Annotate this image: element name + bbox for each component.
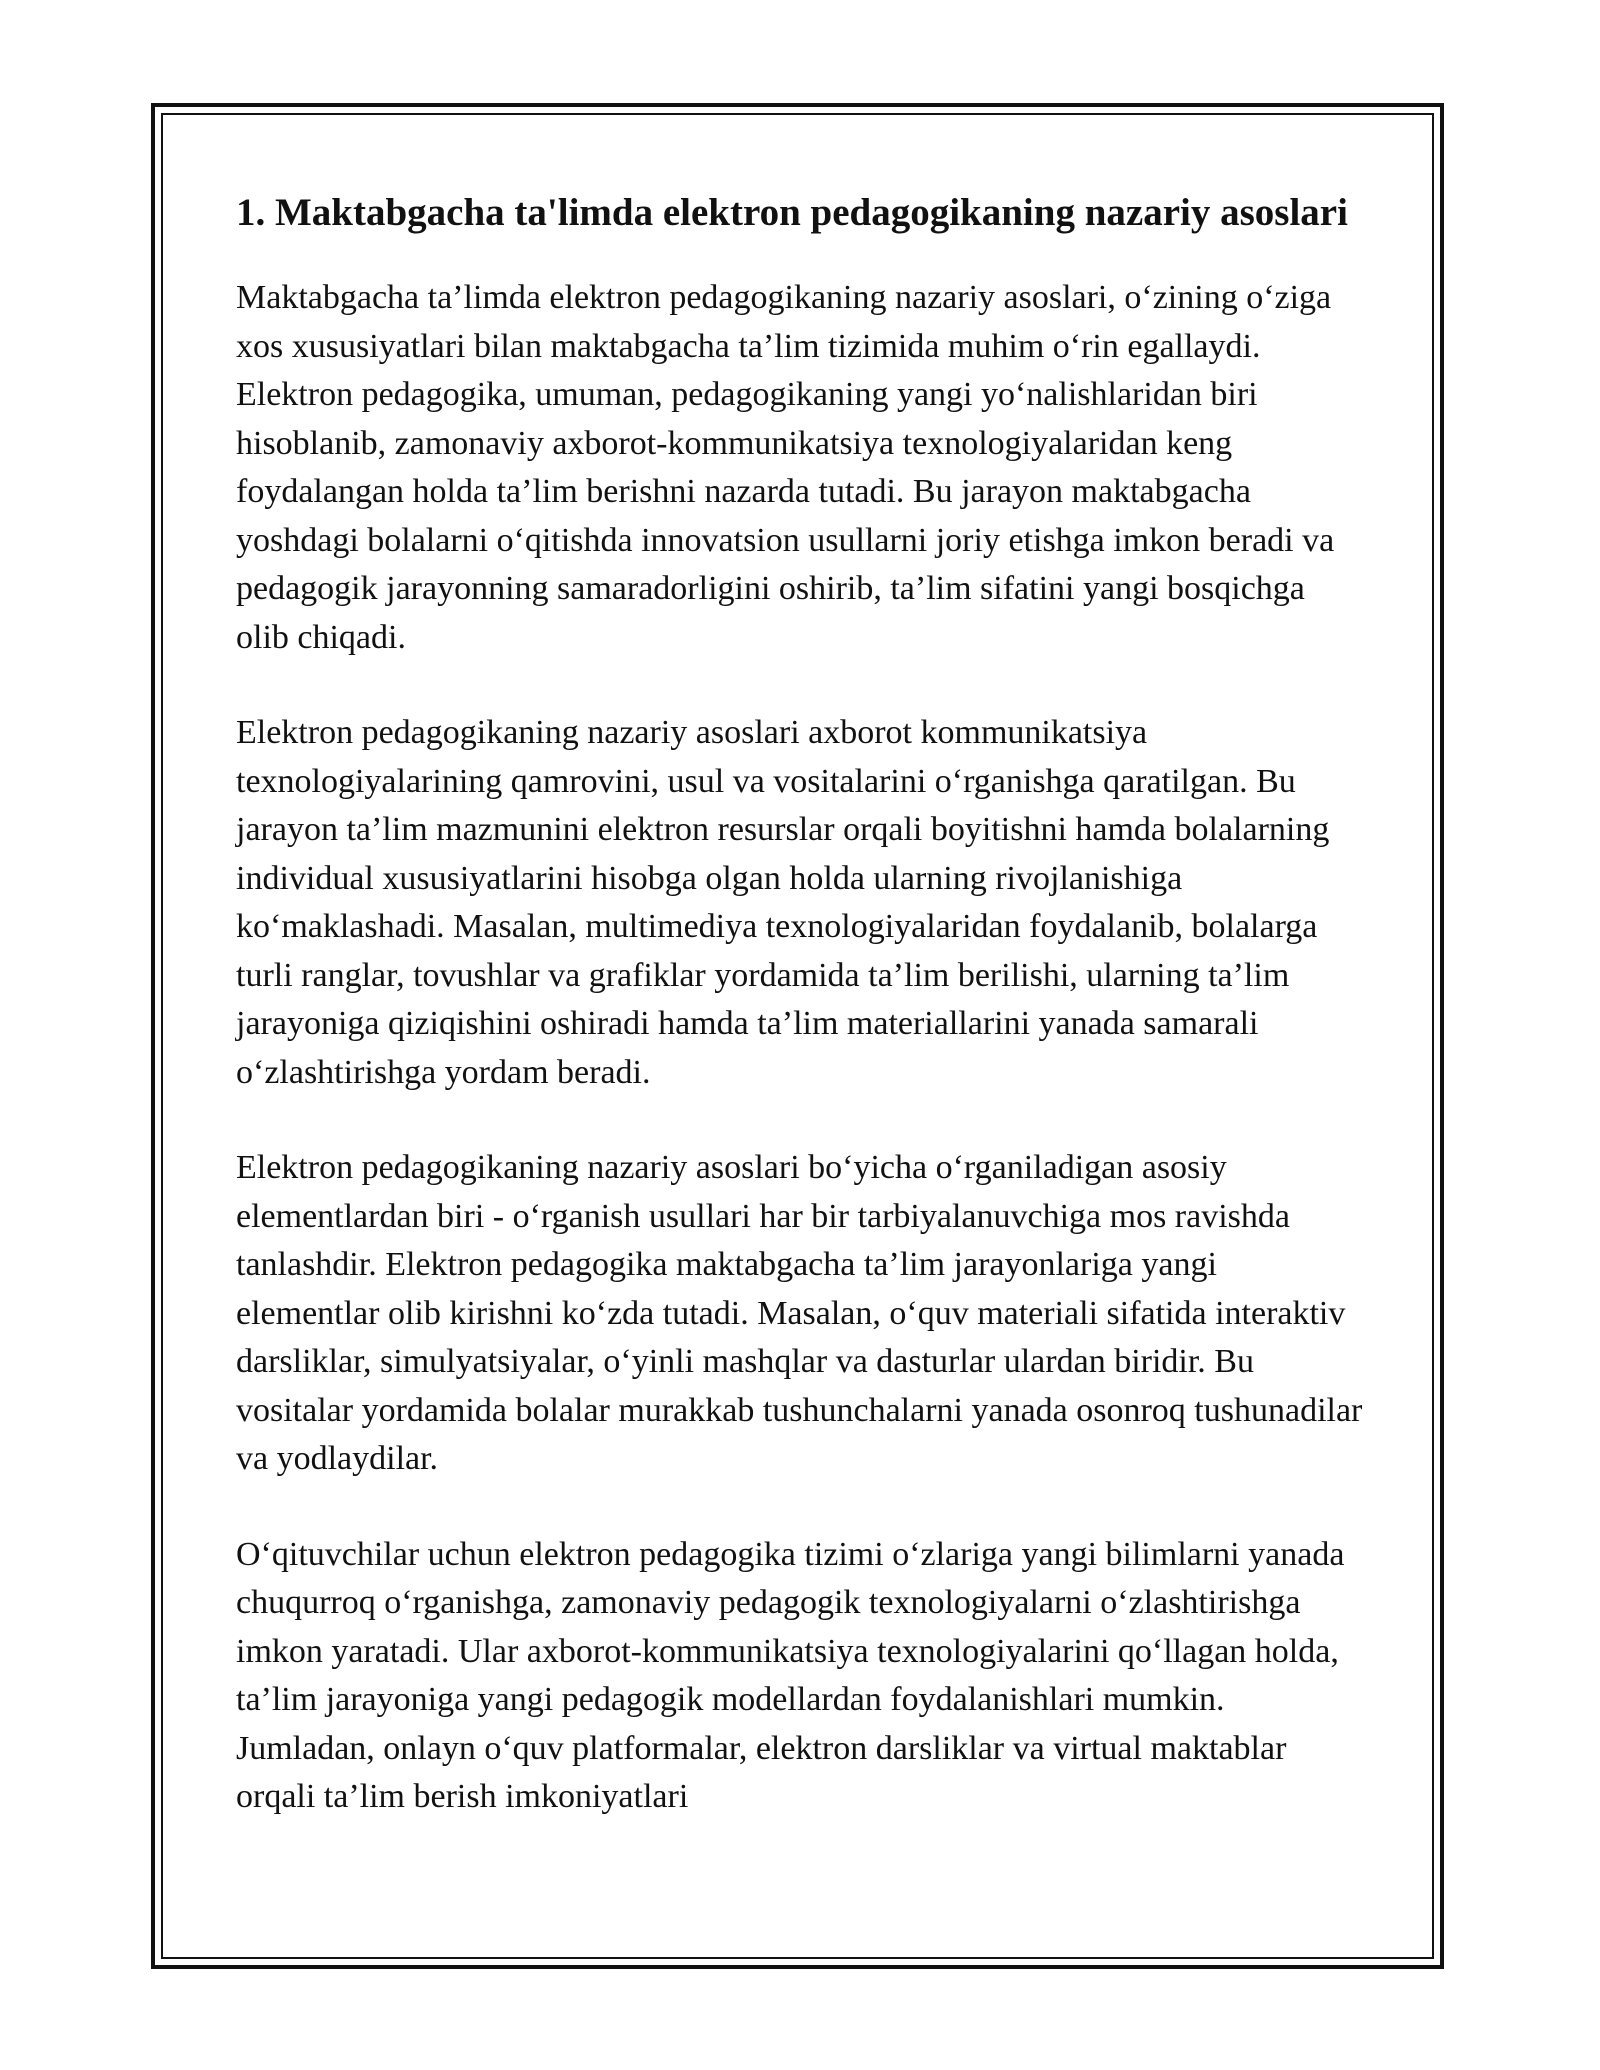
page-content: [236, 186, 1364, 1869]
paragraph-2: Elektron pedagogikaning nazariy asoslari axborot kommunikatsiya texnologiyalarining qamrovini, usul va vositalarini o‘rganishga qaratilgan. Bu jarayon ta’lim mazmunini elektron resurslar orqali boyitishni hamda bolalarning individual xususiyatlarini hisobga olgan holda ularning rivojlanishiga ko‘maklashadi. Masalan, multimediya texnologiyalaridan foydalanib, bolalarga turli ranglar, tovushlar va grafiklar yordamida ta’lim berilishi, ularning ta’lim jarayoniga qiziqishini oshiradi hamda ta’lim materiallarini yanada samarali o‘zlashtirishga yordam beradi.: [236, 714, 1330, 1091]
paragraph-4: O‘qituvchilar uchun elektron pedagogika tizimi o‘zlariga yangi bilimlarni yanada chuqurroq o‘rganishga, zamonaviy pedagogik texnologiyalarni o‘zlashtirishga imkon yaratadi. Ular axborot-kommunikatsiya texnologiyalarini qo‘llagan holda, ta’lim jarayoniga yangi pedagogik modellardan foydalanishlari mumkin. Jumladan, onlayn o‘quv platformalar, elektron darsliklar va virtual maktablar orqali ta’lim berish imkoniyatlari: [236, 1535, 1345, 1815]
paragraph-1: Maktabgacha ta’limda elektron pedagogikaning nazariy asoslari, o‘zining o‘ziga xos xususiyatlari bilan maktabgacha ta’lim tizimida muhim o‘rin egallaydi. Elektron pedagogika, umuman, pedagogikaning yangi yo‘nalishlaridan biri hisoblanib, zamonaviy axborot-kommunikatsiya texnologiyalaridan keng foydalangan holda ta’lim berishni nazarda tutadi. Bu jarayon maktabgacha yoshdagi bolalarni o‘qitishda innovatsion usullarni joriy etishga imkon beradi va pedagogik jarayonning samaradorligini oshirib, ta’lim sifatini yangi bosqichga olib chiqadi.: [236, 279, 1335, 656]
paragraph-3: Elektron pedagogikaning nazariy asoslari bo‘yicha o‘rganiladigan asosiy elementlardan biri - o‘rganish usullari har bir tarbiyalanuvchiga mos ravishda tanlashdir. Elektron pedagogika maktabgacha ta’lim jarayonlariga yangi elementlar olib kirishni ko‘zda tutadi. Masalan, o‘quv materiali sifatida interaktiv darsliklar, simulyatsiyalar, o‘yinli mashqlar va dasturlar ulardan biridir. Bu vositalar yordamida bolalar murakkab tushunchalarni yanada osonroq tushunadilar va yodlaydilar.: [236, 1149, 1363, 1477]
section-title: 1. Maktabgacha ta'limda elektron pedagogikaning nazariy asoslari: [236, 191, 1348, 234]
